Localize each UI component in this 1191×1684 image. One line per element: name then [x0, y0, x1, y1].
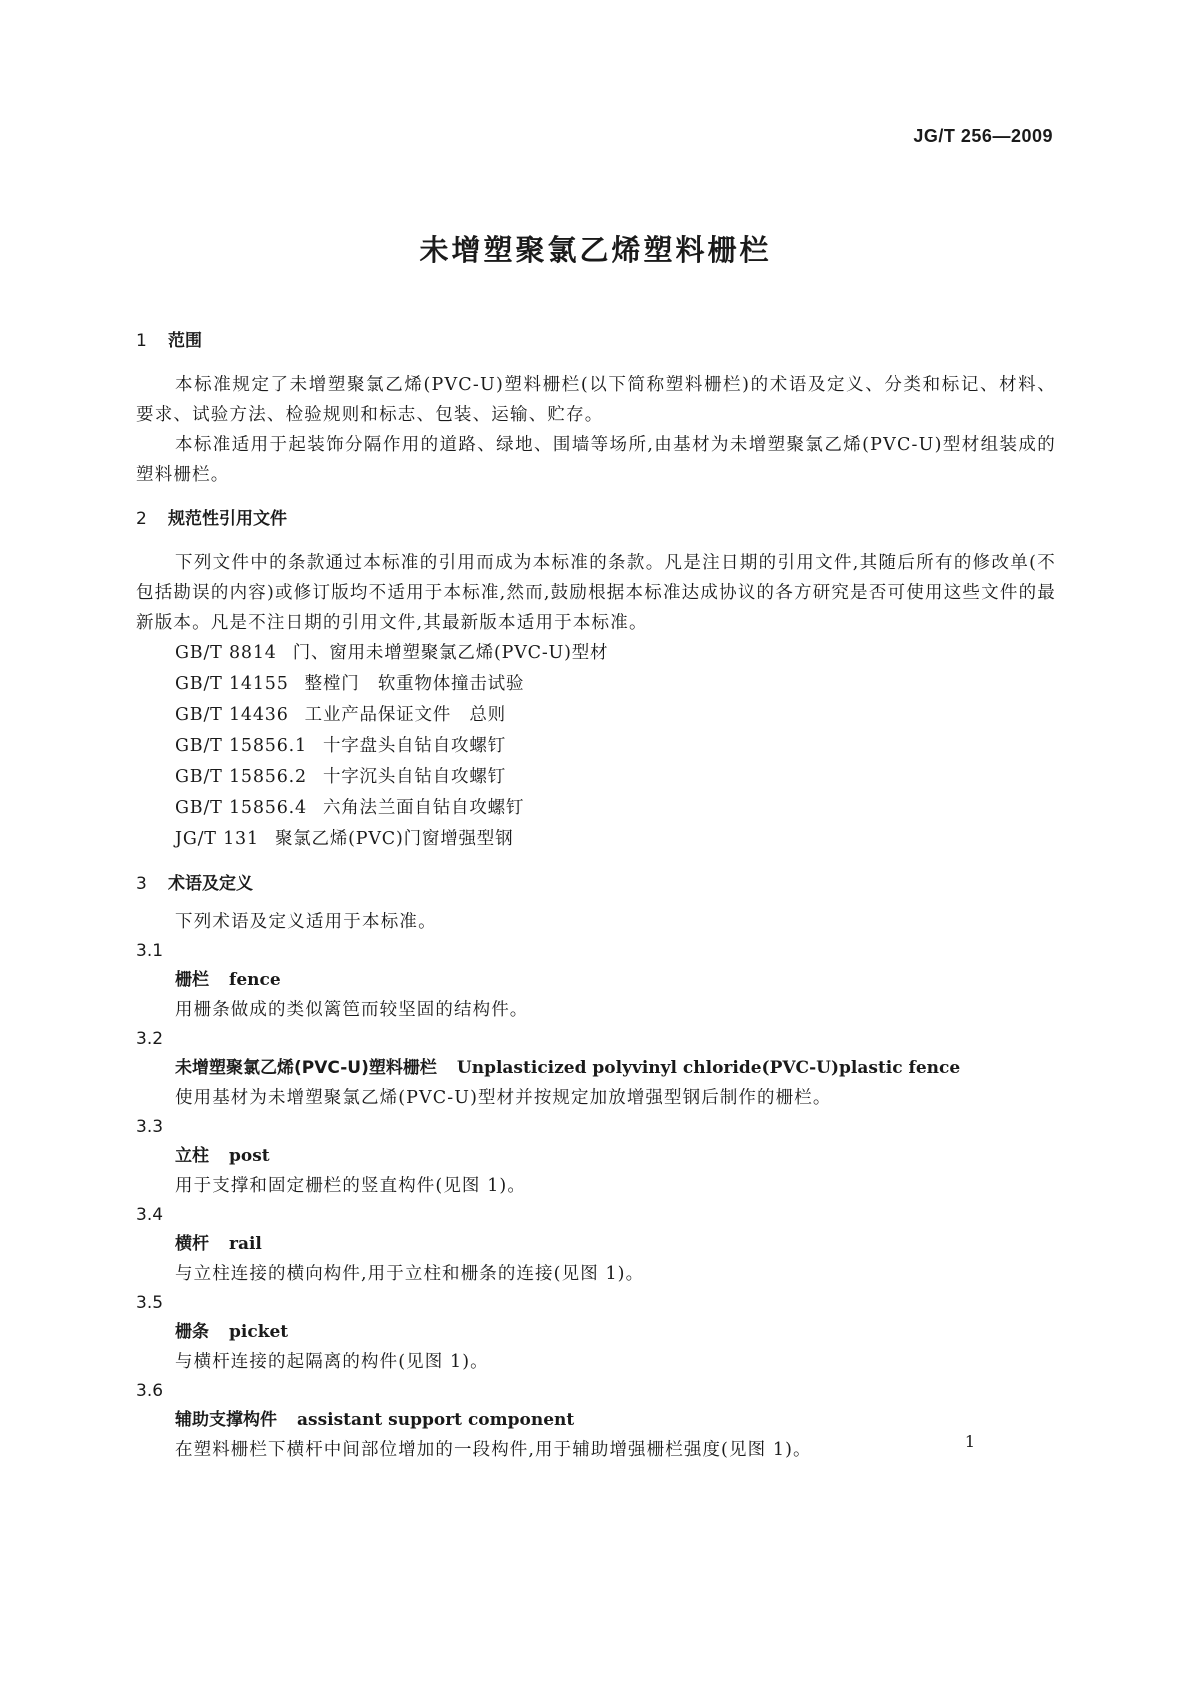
term-cn: 立柱 — [175, 1146, 209, 1166]
reference-item — [136, 669, 1056, 700]
reference-code: GB/T 14155 — [175, 674, 289, 694]
term-en: Unplasticized polyvinyl chloride(PVC-U)plastic fence — [456, 1058, 961, 1078]
reference-title: 整樘门 软重物体撞击试验 — [304, 674, 525, 694]
section-number: 2 — [136, 509, 147, 529]
term-cn: 辅助支撑构件 — [175, 1410, 277, 1430]
term-entry — [136, 1377, 1056, 1465]
term-name — [136, 1405, 1056, 1435]
term-entry — [136, 1025, 1056, 1113]
reference-list — [136, 638, 1056, 855]
reference-item — [136, 731, 1056, 762]
term-cn: 栅栏 — [175, 970, 209, 990]
paragraph: 下列文件中的条款通过本标准的引用而成为本标准的条款。凡是注日期的引用文件,其随后所有的修改单(不包括勘误的内容)或修订版均不适用于本标准,然而,鼓励根据本标准达成协议的各方研究是否可使用这些文件的最新版本。凡是不注日期的引用文件,其最新版本适用于本标准。 — [136, 553, 1056, 633]
term-number: 3.5 — [136, 1293, 164, 1313]
reference-item — [136, 762, 1056, 793]
term-en: picket — [229, 1322, 289, 1342]
document-code: JG/T 256—2009 — [913, 126, 1053, 146]
term-definition: 与横杆连接的起隔离的构件(见图 1)。 — [175, 1352, 489, 1372]
reference-item — [136, 700, 1056, 731]
reference-title: 六角法兰面自钻自攻螺钉 — [322, 798, 525, 818]
document-title: 未增塑聚氯乙烯塑料栅栏 — [419, 233, 772, 267]
section-3-heading — [136, 869, 1056, 899]
section-number: 1 — [136, 331, 147, 351]
term-entry — [136, 1113, 1056, 1201]
term-name — [136, 1141, 1056, 1171]
section-title: 术语及定义 — [168, 874, 253, 894]
term-definition: 用于支撑和固定栅栏的竖直构件(见图 1)。 — [175, 1176, 526, 1196]
section-title: 范围 — [168, 331, 202, 351]
document-body — [136, 326, 1056, 1465]
term-definition: 与立柱连接的横向构件,用于立柱和栅条的连接(见图 1)。 — [175, 1264, 645, 1284]
term-en: rail — [229, 1234, 262, 1254]
reference-title: 门、窗用未增塑聚氯乙烯(PVC-U)型材 — [292, 643, 609, 663]
term-definition: 在塑料栅栏下横杆中间部位增加的一段构件,用于辅助增强栅栏强度(见图 1)。 — [175, 1440, 812, 1460]
term-en: assistant support component — [297, 1410, 575, 1430]
reference-code: GB/T 15856.2 — [175, 767, 307, 787]
term-entry — [136, 1289, 1056, 1377]
term-number: 3.2 — [136, 1029, 164, 1049]
section-number: 3 — [136, 874, 147, 894]
term-entry — [136, 1201, 1056, 1289]
term-en: post — [229, 1146, 270, 1166]
term-name — [136, 1053, 1056, 1083]
term-number: 3.3 — [136, 1117, 164, 1137]
term-cn: 未增塑聚氯乙烯(PVC-U)塑料栅栏 — [175, 1058, 437, 1078]
term-name — [136, 965, 1056, 995]
term-cn: 横杆 — [175, 1234, 209, 1254]
term-en: fence — [229, 970, 281, 990]
paragraph: 本标准适用于起装饰分隔作用的道路、绿地、围墙等场所,由基材为未增塑聚氯乙烯(PVC-U)型材组装成的塑料栅栏。 — [136, 435, 1056, 485]
reference-title: 十字盘头自钻自攻螺钉 — [322, 736, 506, 756]
reference-code: GB/T 15856.4 — [175, 798, 307, 818]
reference-code: GB/T 8814 — [175, 643, 277, 663]
term-name — [136, 1317, 1056, 1347]
term-name — [136, 1229, 1056, 1259]
reference-item — [136, 824, 1056, 855]
reference-item — [136, 793, 1056, 824]
reference-code: GB/T 14436 — [175, 705, 289, 725]
paragraph: 下列术语及定义适用于本标准。 — [175, 912, 437, 932]
term-entry — [136, 937, 1056, 1025]
page-number: 1 — [964, 1432, 975, 1451]
reference-title: 工业产品保证文件 总则 — [304, 705, 506, 725]
paragraph: 本标准规定了未增塑聚氯乙烯(PVC-U)塑料栅栏(以下简称塑料栅栏)的术语及定义、分类和标记、材料、要求、试验方法、检验规则和标志、包装、运输、贮存。 — [136, 375, 1056, 425]
section-2-heading — [136, 504, 1056, 534]
section-1-heading — [136, 326, 1056, 356]
term-number: 3.4 — [136, 1205, 164, 1225]
term-definition: 使用基材为未增塑聚氯乙烯(PVC-U)型材并按规定加放增强型钢后制作的栅栏。 — [175, 1088, 832, 1108]
term-definition: 用栅条做成的类似篱笆而较坚固的结构件。 — [175, 1000, 529, 1020]
reference-title: 聚氯乙烯(PVC)门窗增强型钢 — [274, 829, 514, 849]
term-number: 3.1 — [136, 941, 164, 961]
reference-item — [136, 638, 1056, 669]
reference-code: JG/T 131 — [175, 829, 259, 849]
reference-code: GB/T 15856.1 — [175, 736, 307, 756]
reference-title: 十字沉头自钻自攻螺钉 — [322, 767, 506, 787]
term-cn: 栅条 — [175, 1322, 209, 1342]
term-number: 3.6 — [136, 1381, 164, 1401]
section-title: 规范性引用文件 — [168, 509, 287, 529]
